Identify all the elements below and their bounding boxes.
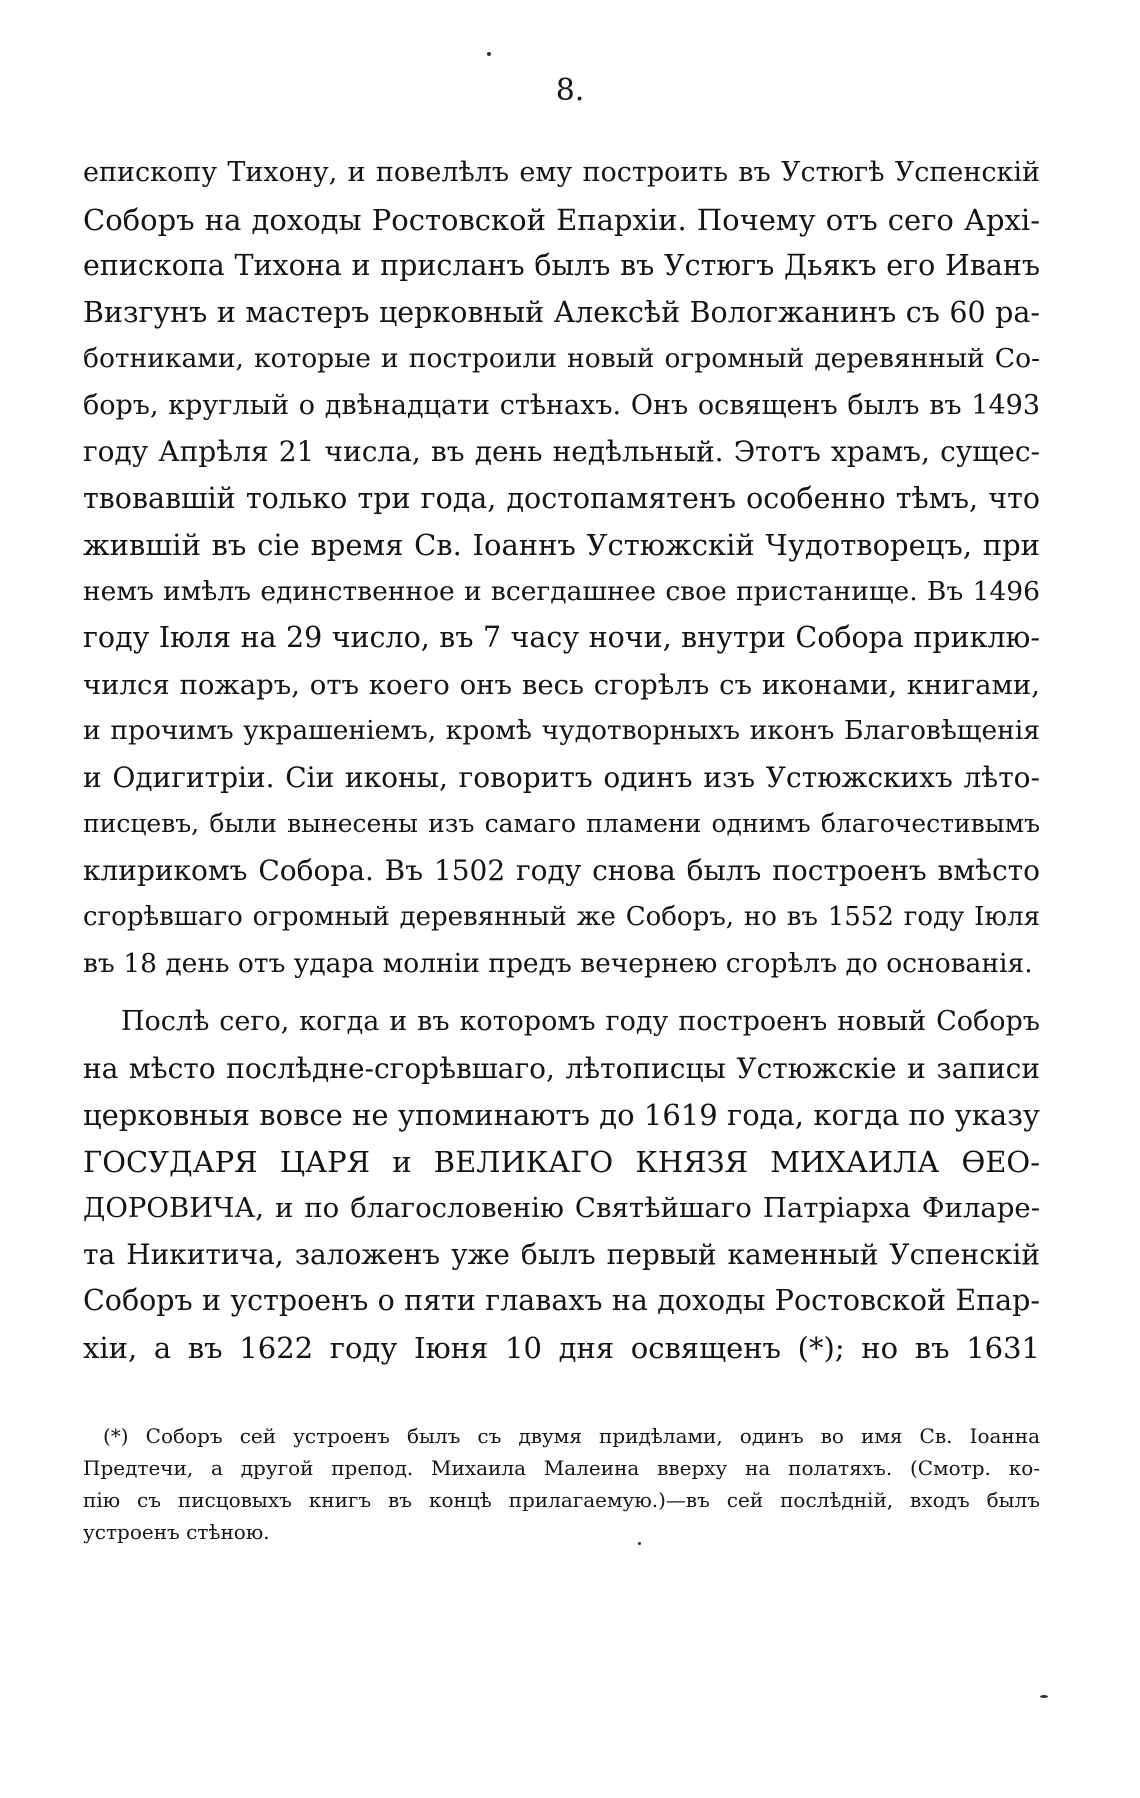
footnote-line: Предтечи, а другой препод. Михаила Малеина вверху на полатяхъ. (Смотр. ко-	[83, 1456, 1040, 1480]
paragraph-gap	[83, 987, 1040, 999]
text-line: епископа Тихона и присланъ былъ въ Устюгъ Дьякъ его Иванъ	[83, 249, 1040, 282]
text-line: ГОСУДАРЯ ЦАРЯ и ВЕЛИКАГО КНЯЗЯ МИХАИЛА ѲЕО-	[83, 1144, 1040, 1179]
page-number: 8.	[555, 73, 585, 108]
text-line: твовавшій только три года, достопамятенъ особенно тѣмъ, что	[83, 481, 1040, 515]
text-line: епископу Тихону, и повелѣлъ ему построить въ Устюгѣ Успенскій	[83, 157, 1040, 188]
text-line: чился пожаръ, отъ коего онъ весь сгорѣлъ съ иконами, книгами,	[83, 668, 1040, 701]
text-line: та Никитича, заложенъ уже былъ первый каменный Успенскій	[83, 1237, 1040, 1271]
text-line: Визгунъ и мастеръ церковный Алексѣй Вологжанинъ съ 60 ра-	[83, 295, 1040, 329]
text-line: Послѣ сего, когда и въ которомъ году построенъ новый Соборъ	[121, 1006, 1040, 1037]
text-line: сгорѣвшаго огромный деревянный же Соборъ, но въ 1552 году Іюля	[83, 902, 1040, 932]
footnote-line: пію съ писцовыхъ книгъ въ концѣ прилагаемую.)—въ сей послѣдній, входъ былъ	[83, 1488, 1040, 1512]
text-line: церковныя вовсе не упоминаютъ до 1619 года, когда по указу	[83, 1098, 1040, 1132]
print-speck	[487, 52, 491, 56]
print-speck	[1040, 1695, 1048, 1698]
text-line: и Одигитріи. Сіи иконы, говоритъ одинъ изъ Устюжскихъ лѣто-	[83, 760, 1040, 794]
print-speck	[638, 1542, 641, 1545]
text-line: въ 18 день отъ удара молніи предъ вечернею сгорѣлъ до основанія.	[83, 947, 1033, 979]
text-line: Соборъ на доходы Ростовской Епархіи. Почему отъ сего Архі-	[83, 202, 1040, 237]
text-line: жившій въ сіе время Св. Іоаннъ Устюжскій Чудотворецъ, при	[83, 528, 1040, 562]
footnote-line: устроенъ стѣною.	[83, 1520, 270, 1544]
footnote-line: (*) Соборъ сей устроенъ былъ съ двумя придѣлами, одинъ во имя Св. Іоанна	[103, 1424, 1040, 1448]
text-line: писцевъ, были вынесены изъ самаго пламени однимъ благочестивымъ	[83, 809, 1040, 838]
main-text	[83, 150, 1040, 1371]
text-line: Соборъ и устроенъ о пяти главахъ на доходы Ростовской Епар-	[83, 1284, 1040, 1317]
text-line: хіи, а въ 1622 году Іюня 10 дня освященъ (*); но въ 1631	[83, 1330, 1040, 1365]
text-line: боръ, круглый о двѣнадцати стѣнахъ. Онъ освященъ былъ въ 1493	[83, 389, 1040, 421]
text-line: году Апрѣля 21 числа, въ день недѣльный. Этотъ храмъ, сущес-	[83, 435, 1040, 468]
text-line: на мѣсто послѣдне-сгорѣвшаго, лѣтописцы Устюжскіе и записи	[83, 1051, 1040, 1085]
text-line: ботниками, которые и построили новый огромный деревянный Со-	[83, 343, 1040, 374]
footnote	[83, 1420, 1040, 1548]
text-line: ДОРОВИЧА, и по благословенію Святѣйшаго Патріарха Филаре-	[83, 1192, 1040, 1224]
text-line: немъ имѣлъ единственное и всегдашнее свое пристанище. Въ 1496	[83, 575, 1040, 607]
text-line: и прочимъ украшеніемъ, кромѣ чудотворныхъ иконъ Благовѣщенія	[83, 715, 1040, 746]
text-line: году Іюля на 29 число, въ 7 часу ночи, внутри Собора приклю-	[83, 621, 1040, 654]
text-line: клирикомъ Собора. Въ 1502 году снова былъ построенъ вмѣсто	[83, 853, 1040, 887]
